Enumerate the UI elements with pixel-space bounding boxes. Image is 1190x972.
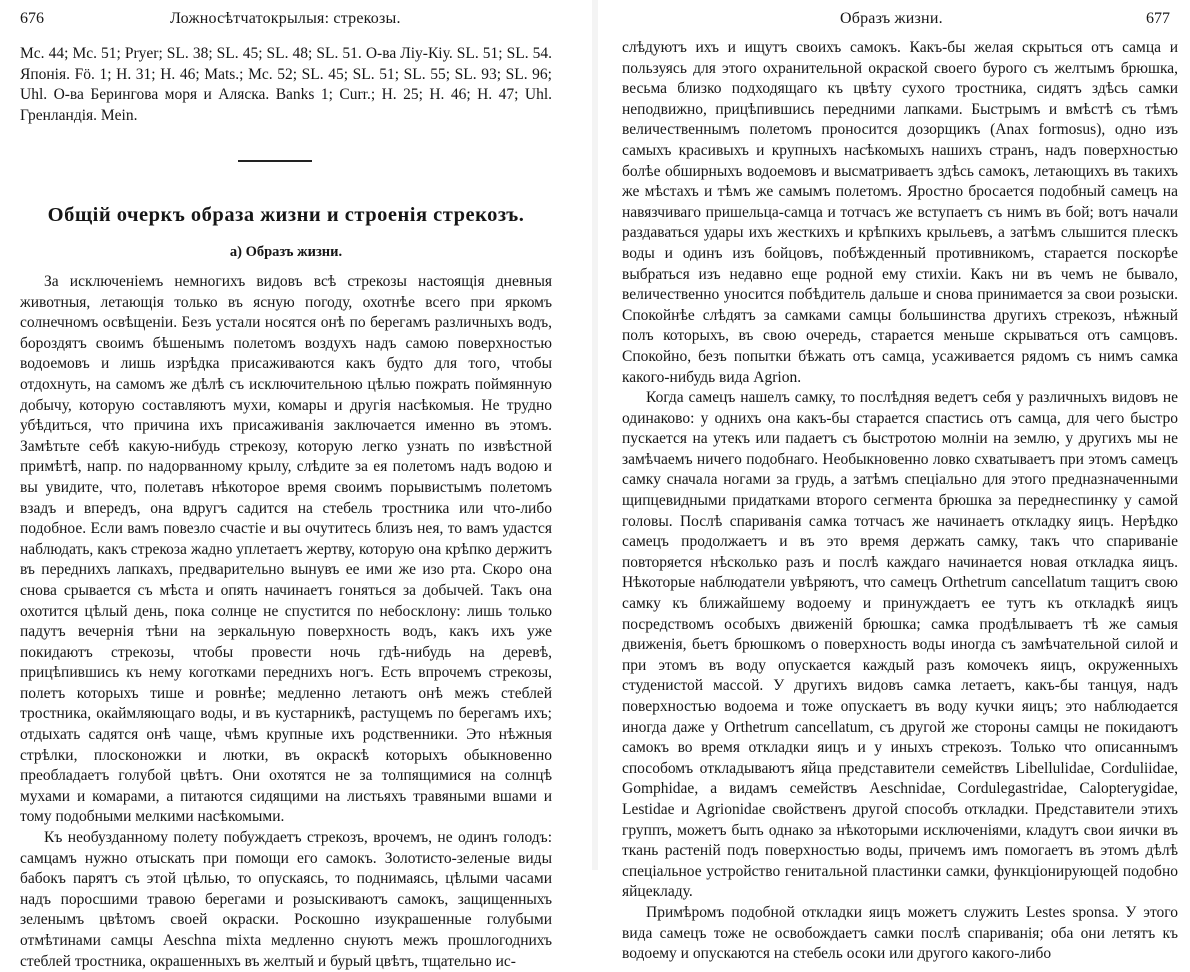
right-body-text [622,38,1178,965]
left-page-header [20,10,580,34]
right-paragraph-2: Когда самецъ нашелъ самку, то послѣдняя ведетъ себя у различныхъ видовъ не одинаково: у однихъ она какъ-бы старается спастись отъ самца, для чего быстро пускается на утекъ или падаетъ съ быстротою молнiи на землю, у другихъ мы не замѣчаемъ ничего подобнаго. Необыкновенно ловко схватываетъ при этомъ самецъ самку сначала ногами за грудь, а затѣмъ спецiально для этого предназначенными щипцевидными придатками второго сегмента брюшка за переднеспинку у самой головы. Послѣ спариванiя самка тотчасъ же начинаетъ откладку яицъ. Нерѣдко самецъ продолжаетъ и въ это время держать самку, такъ что спариванiе повторяется нѣсколько разъ и послѣ каждаго начинается новая откладка яицъ. Нѣкоторые наблюдатели увѣряютъ, что самецъ Orthetrum cancellatum тащитъ свою самку къ ближайшему водоему и принуждаетъ ее тутъ къ откладкѣ яицъ посредствомъ особыхъ движенiй брюшка; самка продѣлываетъ тѣ же самыя движенiя, бьетъ брюшкомъ о поверхность воды иногда съ замѣчательной силой и при этомъ въ воду опускается каждый разъ комочекъ яицъ, окруженныхъ студенистой массой. У другихъ видовъ самка летаетъ, какъ-бы танцуя, надъ поверхностью водоема и тоже опускаетъ въ воду кучки яицъ; это наблюдается иногда даже у Orthetrum cancellatum, съ другой же стороны самцы не покидаютъ самокъ во время откладки яицъ и у иныхъ стрекозъ. Только что описаннымъ способомъ откладываютъ яйца представители семействъ Libellulidae, Corduliidae, Gomphidae, а видамъ семействъ Aeschnidae, Cordulegastridae, Calopterygidae, Lestidae и Agrionidae свойственъ другой способъ откладки. Представители этихъ группъ, можетъ быть однако за нѣкоторыми исключенiями, кладутъ свои яички въ ткань растенiй подъ поверхностью воды, причемъ имъ помогаетъ въ этомъ дѣлѣ спецiальное устройство генитальной пластинки самки, функцiонирующей подобно яйцекладу. [622,389,1178,901]
left-paragraph-2: Къ необузданному полету побуждаетъ стрекозъ, врочемъ, не одинъ голодъ: самцамъ нужно отыскать при помощи его самокъ. Золотисто-зеленые виды бабокъ парятъ съ этой цѣлью, то опускаясь, то поднимаясь, цѣлыми часами надъ поросшими травою берегами и розыскиваютъ самокъ, защищенныхъ зеленымъ цвѣтомъ своей окраски. Роскошно изукрашенные голубыми отмѣтинами самцы Aeschna mixta медленно снуютъ межъ прошлогоднихъ стеблей тростника, окрашенныхъ въ желтый и бурый цвѣтъ, тщательно ис- [20,829,552,970]
right-paragraph-1: слѣдуютъ ихъ и ищутъ своихъ самокъ. Какъ-бы желая скрыться отъ самца и пользуясь для этого охранительной окраской своего бурого съ желтымъ брюшка, весьма близко подходящаго къ цвѣту сухого тростника, сидятъ здѣсь самки неподвижно, прицѣпившись передними лапками. Быстрымъ и вмѣстѣ съ тѣмъ величественнымъ полетомъ проносится дозорщикъ (Anax formosus), одно изъ самыхъ красивыхъ и крупныхъ насѣкомыхъ нашихъ странъ, надъ поверхностью болѣе обширныхъ водоемовъ и высматриваетъ здѣсь самокъ, летающихъ въ такихъ же мѣстахъ и тѣмъ же самымъ полетомъ. Яростно бросается подобный самецъ на навязчиваго пришельца-самца и тотчасъ же вступаетъ съ нимъ въ бой; вотъ начали раздаваться удары ихъ жесткихъ и крѣпкихъ крыльевъ, а затѣмъ слышится плескъ воды и одинъ изъ бойцовъ, побѣжденный противникомъ, старается поскорѣе выбраться изъ недавно еще родной ему стихiи. Какъ ни въ чемъ не бывало, величественно уносится побѣдитель дальше и снова принимается за свои розыски. Спокойнѣе слѣдятъ за самками самцы большинства другихъ стрекозъ, нѣжный полъ которыхъ, въ свою очередь, старается меньше скрываться отъ самцовъ. Спокойно, безъ попытки бѣжать отъ самца, усаживается рядомъ съ нимъ самка какого-нибудь вида Agrion. [622,39,1178,386]
left-top-block [20,44,552,126]
right-running-head: Образъ жизни. [840,10,943,27]
right-paragraph-3: Примѣромъ подобной откладки яицъ можетъ служить Lestes sponsa. У этого вида самецъ тоже не освобождаетъ самки послѣ спариванiя; оба они летятъ къ водоему и опускаются на стебель осоки или другого какого-либо [622,903,1178,963]
right-page [598,0,1190,963]
subsection-title: a) Образъ жизни. [229,244,343,260]
left-paragraph-1: За исключенiемъ немногихъ видовъ всѣ стрекозы настоящiя дневныя животныя, летающiя только въ ясную погоду, охотнѣе всего при яркомъ солнечномъ освѣщенiи. Безъ устали носятся онѣ по берегамъ различныхъ водъ, бороздятъ своимъ бѣшенымъ полетомъ воздухъ надъ самою поверхностью водоемовъ и лишь изрѣдка присаживаются какъ будто для того, чтобы отдохнуть, на самомъ же дѣлѣ съ исключительною цѣлью пожрать поймянную добычу, которую составляютъ мухи, комары и другiя насѣкомыя. Не трудно убѣдиться, что причина ихъ присаживанiя заключается именно въ этомъ. Замѣтьте себѣ какую-нибудь стрекозу, которую легко узнать по извѣстной примѣтѣ, напр. по надорванному крылу, слѣдите за ея полетомъ надъ водою и вы увидите, что, полетавъ нѣкоторое время своимъ порывистымъ полетомъ взадъ и впередъ, она вдругъ садится на стебель тростника или что-либо подобное. Если вамъ повезло счастiе и вы очутитесь близъ нея, то вамъ удастся наблюдать, какъ стрекоза жадно уплетаетъ жертву, которую она крѣпко держитъ въ переднихъ лапкахъ, предварительно вынувъ ее ими же изо рта. Скоро она снова срывается съ мѣста и опять начинаетъ гоняться за добычей. Такъ она охотится цѣлый день, пока солнце не спустится по небосклону: лишь только падутъ вечернiя тѣни на зеркальную поверхность водъ, какъ ихъ уже покидаютъ стрекозы, чтобы провести ночь гдѣ-нибудь на деревѣ, прицѣпившись къ нему коготками переднихъ ногъ. Есть впрочемъ стрекозы, полетъ которыхъ тише и ровнѣе; медленно летаютъ онѣ межъ стеблей тростника, окаймляющаго воды, и въ кустарникѣ, растущемъ по берегамъ ихъ; отдыхать садятся онѣ чаще, чѣмъ крупные ихъ родственники. Это нѣжныя стрѣлки, плосконожки и лютки, въ окраскѣ которыхъ обыкновенно преобладаетъ голубой цвѣтъ. Они охотятся не за толпящимися на солнцѣ мухами и комарами, а питаются сидящими на листьяхъ травяными вшами и тому подобными мелкими насѣкомыми. [20,273,552,826]
left-running-head: Ложносѣтчатокрылыя: стрекозы. [170,10,401,27]
section-divider [238,160,312,162]
left-page-number: 676 [20,10,44,27]
left-page [0,0,592,970]
section-title: Общiй очеркъ образа жизни и строенiя стрекозъ. [47,204,525,226]
right-page-header [618,10,1178,34]
left-body-text [20,272,552,972]
left-top-references: Mc. 44; Mc. 51; Pryer; SL. 38; SL. 45; SL. 48; SL. 51. О-ва Лiу-Кiу. SL. 51; SL. 54. Японiя. Fö. 1; H. 31; H. 46; Mats.; Mc. 52; SL. 45; SL. 51; SL. 55; SL. 93; SL. 96; Uhl. О-ва Берингова моря и Аляска. Banks 1; Curr.; H. 25; H. 46; H. 47; Uhl. Гренландiя. Mein. [20,45,552,124]
right-page-number: 677 [1146,10,1170,27]
